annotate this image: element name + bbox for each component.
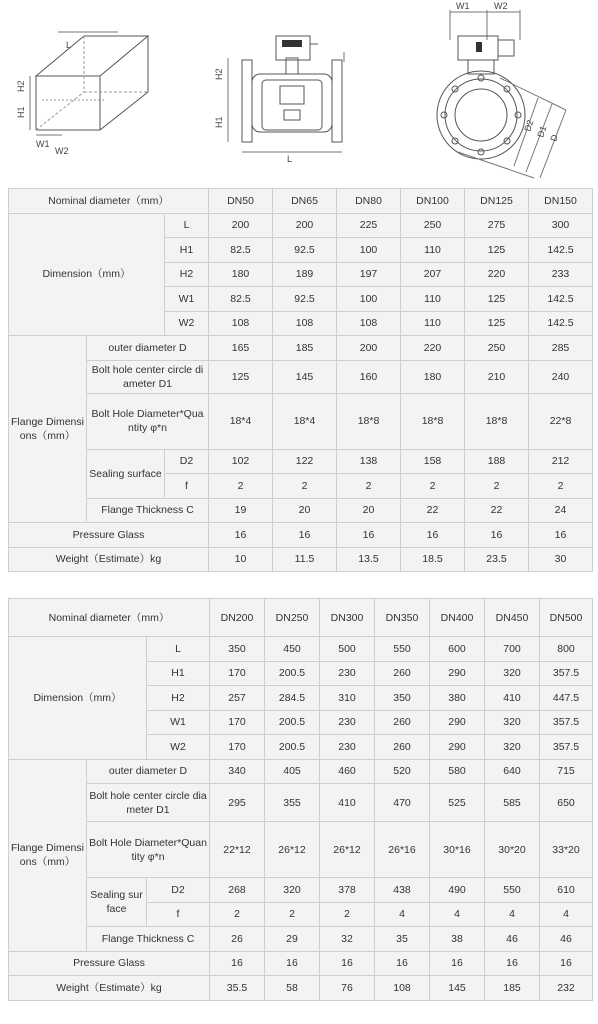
- outer-diameter-label: outer diameter D: [87, 336, 209, 361]
- side-label-w1: W1: [456, 1, 470, 11]
- table-cell: 30*20: [485, 822, 540, 878]
- front-label-l: L: [287, 154, 293, 164]
- bolt-circle-label: Bolt hole center circle diameter D1: [87, 360, 209, 393]
- table-cell: 447.5: [540, 686, 593, 711]
- table-cell: 212: [529, 449, 593, 474]
- bolt-circle-label: Bolt hole center circle diameter D1: [87, 784, 210, 822]
- table-row: [9, 599, 593, 637]
- table-cell: 26*16: [375, 822, 430, 878]
- table-cell: 170: [210, 710, 265, 735]
- table-cell: 22: [401, 498, 465, 523]
- table-cell: 2: [273, 474, 337, 499]
- table-cell: 189: [273, 262, 337, 287]
- row-sub-label: H2: [147, 686, 210, 711]
- pressure-label: Pressure Glass: [9, 523, 209, 548]
- table-cell: 700: [485, 637, 540, 662]
- table-cell: 16: [265, 951, 320, 976]
- spec-table-dn200-dn500: [8, 598, 593, 1001]
- front-label-h2: H2: [214, 68, 224, 80]
- table-cell: 378: [320, 878, 375, 903]
- table-cell: 450: [265, 637, 320, 662]
- table-cell: 800: [540, 637, 593, 662]
- table-cell: 170: [210, 661, 265, 686]
- row-sub-label: D2: [147, 878, 210, 903]
- table-cell: 26*12: [320, 822, 375, 878]
- table-cell: 640: [485, 759, 540, 784]
- table-cell: 142.5: [529, 238, 593, 263]
- table-cell: 16: [209, 523, 273, 548]
- table-cell: 38: [430, 927, 485, 952]
- table-cell: 715: [540, 759, 593, 784]
- table-row: [9, 759, 593, 784]
- table-cell: 300: [529, 213, 593, 238]
- table-cell: 4: [430, 902, 485, 927]
- table-cell: 320: [485, 661, 540, 686]
- table-cell: 200: [273, 213, 337, 238]
- table-cell: 200: [209, 213, 273, 238]
- table-cell: 58: [265, 976, 320, 1001]
- table-row: [9, 637, 593, 662]
- column-header: DN65: [273, 189, 337, 214]
- table-cell: 165: [209, 336, 273, 361]
- table-cell: 260: [375, 735, 430, 760]
- table-cell: 230: [320, 735, 375, 760]
- table-cell: 230: [320, 710, 375, 735]
- pressure-label: Pressure Glass: [9, 951, 210, 976]
- table-cell: 257: [210, 686, 265, 711]
- table-cell: 290: [430, 661, 485, 686]
- table-cell: 23.5: [465, 547, 529, 572]
- table-cell: 4: [375, 902, 430, 927]
- row-sub-label: H2: [165, 262, 209, 287]
- table-cell: 24: [529, 498, 593, 523]
- table-cell: 405: [265, 759, 320, 784]
- table-cell: 500: [320, 637, 375, 662]
- front-view-drawing: [228, 36, 344, 152]
- row-sub-label: H1: [147, 661, 210, 686]
- dimension-drawings: [0, 0, 598, 185]
- table-cell: 35.5: [210, 976, 265, 1001]
- nominal-diameter-label: Nominal diameter（mm）: [9, 599, 210, 637]
- table-cell: 310: [320, 686, 375, 711]
- table-cell: 220: [401, 336, 465, 361]
- table-cell: 16: [273, 523, 337, 548]
- table-cell: 233: [529, 262, 593, 287]
- table-cell: 600: [430, 637, 485, 662]
- table-cell: 284.5: [265, 686, 320, 711]
- column-header: DN200: [210, 599, 265, 637]
- table-cell: 2: [320, 902, 375, 927]
- table-cell: 260: [375, 710, 430, 735]
- column-header: DN250: [265, 599, 320, 637]
- table-cell: 160: [337, 360, 401, 393]
- table-cell: 350: [210, 637, 265, 662]
- table-cell: 20: [337, 498, 401, 523]
- table-cell: 2: [265, 902, 320, 927]
- sealing-surface-label: Sealing surface: [87, 878, 147, 927]
- table-cell: 46: [540, 927, 593, 952]
- row-sub-label: f: [147, 902, 210, 927]
- box-label-h2: H2: [16, 80, 26, 92]
- table-cell: 250: [465, 336, 529, 361]
- column-header: DN300: [320, 599, 375, 637]
- envelope-box-drawing: [30, 32, 148, 135]
- bolt-hole-label: Bolt Hole Diameter*Quantity φ*n: [87, 393, 209, 449]
- table-cell: 100: [337, 238, 401, 263]
- table-cell: 102: [209, 449, 273, 474]
- flange-thickness-label: Flange Thickness C: [87, 498, 209, 523]
- table-cell: 29: [265, 927, 320, 952]
- table-cell: 110: [401, 311, 465, 336]
- table-cell: 158: [401, 449, 465, 474]
- table-cell: 320: [265, 878, 320, 903]
- column-header: DN80: [337, 189, 401, 214]
- table-cell: 108: [337, 311, 401, 336]
- table-cell: 410: [320, 784, 375, 822]
- weight-label: Weight（Estimate）kg: [9, 976, 210, 1001]
- flange-thickness-label: Flange Thickness C: [87, 927, 210, 952]
- table-cell: 200: [337, 336, 401, 361]
- table-cell: 138: [337, 449, 401, 474]
- table-row: [9, 189, 593, 214]
- table-cell: 82.5: [209, 287, 273, 312]
- side-label-w2: W2: [494, 1, 508, 11]
- bolt-hole-label: Bolt Hole Diameter*Quantity φ*n: [87, 822, 210, 878]
- table-cell: 2: [401, 474, 465, 499]
- table-cell: 185: [273, 336, 337, 361]
- column-header: DN500: [540, 599, 593, 637]
- table-cell: 22*12: [210, 822, 265, 878]
- table-cell: 285: [529, 336, 593, 361]
- column-header: DN350: [375, 599, 430, 637]
- table-cell: 16: [529, 523, 593, 548]
- table-row: [9, 523, 593, 548]
- table-cell: 350: [375, 686, 430, 711]
- table-cell: 30*16: [430, 822, 485, 878]
- table-cell: 26*12: [265, 822, 320, 878]
- table-cell: 2: [465, 474, 529, 499]
- table-cell: 225: [337, 213, 401, 238]
- table-cell: 13.5: [337, 547, 401, 572]
- table-cell: 2: [337, 474, 401, 499]
- table-cell: 125: [465, 238, 529, 263]
- table-cell: 357.5: [540, 735, 593, 760]
- table-cell: 2: [209, 474, 273, 499]
- table-cell: 4: [540, 902, 593, 927]
- table-cell: 188: [465, 449, 529, 474]
- sealing-surface-label: Sealing surface: [87, 449, 165, 498]
- table-cell: 585: [485, 784, 540, 822]
- dimension-label: Dimension（mm）: [9, 637, 147, 760]
- table-cell: 268: [210, 878, 265, 903]
- table-cell: 200.5: [265, 710, 320, 735]
- table-cell: 610: [540, 878, 593, 903]
- table-cell: 35: [375, 927, 430, 952]
- table-cell: 250: [401, 213, 465, 238]
- table-cell: 22*8: [529, 393, 593, 449]
- table-cell: 92.5: [273, 238, 337, 263]
- row-sub-label: H1: [165, 238, 209, 263]
- table-cell: 410: [485, 686, 540, 711]
- table-cell: 180: [401, 360, 465, 393]
- table-cell: 275: [465, 213, 529, 238]
- spec-table-body: [9, 599, 593, 1001]
- table-cell: 200.5: [265, 735, 320, 760]
- row-sub-label: W1: [147, 710, 210, 735]
- table-cell: 16: [401, 523, 465, 548]
- table-row: [9, 498, 593, 523]
- row-sub-label: L: [165, 213, 209, 238]
- table-cell: 340: [210, 759, 265, 784]
- table-cell: 19: [209, 498, 273, 523]
- column-header: DN450: [485, 599, 540, 637]
- row-sub-label: W2: [147, 735, 210, 760]
- table-cell: 200.5: [265, 661, 320, 686]
- table-cell: 100: [337, 287, 401, 312]
- column-header: DN125: [465, 189, 529, 214]
- weight-label: Weight（Estimate）kg: [9, 547, 209, 572]
- table-cell: 357.5: [540, 661, 593, 686]
- table-cell: 290: [430, 735, 485, 760]
- table-row: [9, 878, 593, 903]
- table-cell: 110: [401, 287, 465, 312]
- table-cell: 108: [273, 311, 337, 336]
- table-cell: 18*8: [337, 393, 401, 449]
- table-cell: 260: [375, 661, 430, 686]
- table-row: [9, 360, 593, 393]
- table-row: [9, 822, 593, 878]
- table-cell: 82.5: [209, 238, 273, 263]
- box-label-h1: H1: [16, 106, 26, 118]
- table-cell: 30: [529, 547, 593, 572]
- table-cell: 550: [485, 878, 540, 903]
- table-cell: 16: [337, 523, 401, 548]
- table-cell: 32: [320, 927, 375, 952]
- table-cell: 230: [320, 661, 375, 686]
- table-cell: 125: [209, 360, 273, 393]
- front-label-h1: H1: [214, 116, 224, 128]
- table-cell: 20: [273, 498, 337, 523]
- row-sub-label: W1: [165, 287, 209, 312]
- table-cell: 580: [430, 759, 485, 784]
- table-cell: 650: [540, 784, 593, 822]
- column-header: DN150: [529, 189, 593, 214]
- box-label-w1: W1: [36, 139, 50, 149]
- table-cell: 108: [209, 311, 273, 336]
- table-cell: 460: [320, 759, 375, 784]
- table-cell: 220: [465, 262, 529, 287]
- table-cell: 16: [210, 951, 265, 976]
- table-cell: 16: [485, 951, 540, 976]
- table-cell: 18*8: [401, 393, 465, 449]
- outer-diameter-label: outer diameter D: [87, 759, 210, 784]
- table-cell: 520: [375, 759, 430, 784]
- table-cell: 76: [320, 976, 375, 1001]
- table-row: [9, 336, 593, 361]
- table-cell: 380: [430, 686, 485, 711]
- table-row: [9, 213, 593, 238]
- table-cell: 11.5: [273, 547, 337, 572]
- box-label-l: L: [66, 40, 72, 50]
- table-cell: 240: [529, 360, 593, 393]
- table-cell: 18.5: [401, 547, 465, 572]
- side-view-drawing: [437, 10, 566, 178]
- table-row: [9, 927, 593, 952]
- row-sub-label: L: [147, 637, 210, 662]
- table-cell: 320: [485, 735, 540, 760]
- table-row: [9, 784, 593, 822]
- table-cell: 470: [375, 784, 430, 822]
- table-cell: 295: [210, 784, 265, 822]
- table-cell: 170: [210, 735, 265, 760]
- table-cell: 18*4: [273, 393, 337, 449]
- table-cell: 16: [375, 951, 430, 976]
- table-cell: 18*8: [465, 393, 529, 449]
- side-label-d1: D1: [535, 124, 549, 139]
- table-row: [9, 449, 593, 474]
- row-sub-label: f: [165, 474, 209, 499]
- table-cell: 145: [273, 360, 337, 393]
- table-cell: 125: [465, 311, 529, 336]
- table-cell: 18*4: [209, 393, 273, 449]
- side-label-d: D: [548, 133, 560, 143]
- table-cell: 22: [465, 498, 529, 523]
- table-cell: 357.5: [540, 710, 593, 735]
- table-cell: 320: [485, 710, 540, 735]
- table-cell: 185: [485, 976, 540, 1001]
- table-cell: 525: [430, 784, 485, 822]
- table-cell: 16: [465, 523, 529, 548]
- table-cell: 2: [529, 474, 593, 499]
- table-cell: 550: [375, 637, 430, 662]
- table-cell: 145: [430, 976, 485, 1001]
- table-cell: 108: [375, 976, 430, 1001]
- table-row: [9, 951, 593, 976]
- table-cell: 290: [430, 710, 485, 735]
- table-cell: 92.5: [273, 287, 337, 312]
- column-header: DN100: [401, 189, 465, 214]
- row-sub-label: D2: [165, 449, 209, 474]
- table-cell: 142.5: [529, 287, 593, 312]
- table-cell: 26: [210, 927, 265, 952]
- dimension-label: Dimension（mm）: [9, 213, 165, 336]
- table-cell: 122: [273, 449, 337, 474]
- table-cell: 2: [210, 902, 265, 927]
- table-cell: 4: [485, 902, 540, 927]
- table-cell: 110: [401, 238, 465, 263]
- table-row: [9, 976, 593, 1001]
- side-label-d2: D2: [522, 118, 536, 133]
- table-cell: 125: [465, 287, 529, 312]
- table-cell: 142.5: [529, 311, 593, 336]
- nominal-diameter-label: Nominal diameter（mm）: [9, 189, 209, 214]
- table-cell: 10: [209, 547, 273, 572]
- flange-dimensions-label: Flange Dimensions（mm）: [9, 336, 87, 523]
- row-sub-label: W2: [165, 311, 209, 336]
- spec-table-body: [9, 189, 593, 572]
- column-header: DN50: [209, 189, 273, 214]
- table-cell: 210: [465, 360, 529, 393]
- table-cell: 33*20: [540, 822, 593, 878]
- table-cell: 180: [209, 262, 273, 287]
- table-cell: 197: [337, 262, 401, 287]
- table-cell: 207: [401, 262, 465, 287]
- table-row: [9, 547, 593, 572]
- table-cell: 16: [540, 951, 593, 976]
- table-cell: 16: [320, 951, 375, 976]
- spec-table-dn50-dn150: [8, 188, 593, 572]
- table-cell: 232: [540, 976, 593, 1001]
- table-cell: 46: [485, 927, 540, 952]
- flange-dimensions-label: Flange Dimensions（mm）: [9, 759, 87, 951]
- table-cell: 355: [265, 784, 320, 822]
- table-row: [9, 393, 593, 449]
- table-cell: 16: [430, 951, 485, 976]
- table-cell: 438: [375, 878, 430, 903]
- table-cell: 490: [430, 878, 485, 903]
- box-label-w2: W2: [55, 146, 69, 156]
- column-header: DN400: [430, 599, 485, 637]
